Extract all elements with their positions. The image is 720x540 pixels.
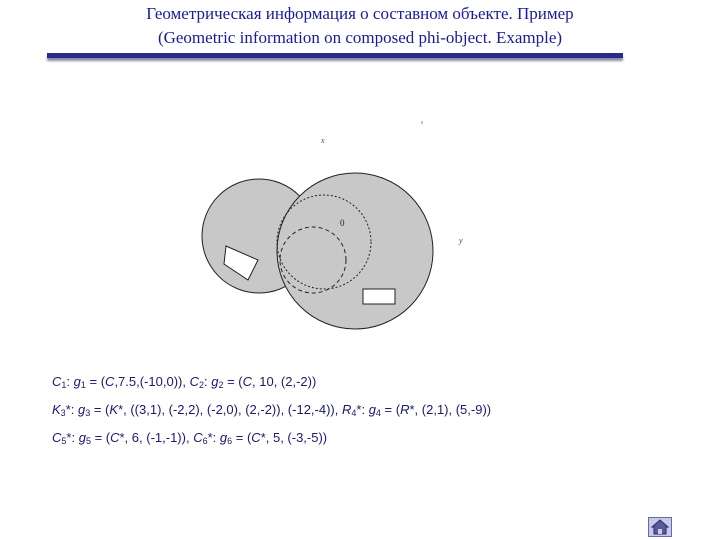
formula-subscript: 5 — [61, 436, 67, 446]
formula-subscript: 6 — [227, 436, 233, 446]
title-english: (Geometric information on composed phi-object. Example) — [157, 28, 563, 47]
formula-text: : — [66, 374, 74, 389]
formula-text: *, 5, (-3,-5)) — [260, 430, 328, 445]
formula-block — [52, 368, 491, 452]
circle-c2 — [277, 173, 433, 329]
formula-symbol: K — [52, 402, 61, 417]
formula-symbol: C — [251, 430, 261, 445]
formula-subscript: 3 — [60, 408, 66, 418]
formula-symbol: C — [52, 430, 62, 445]
formula-text: = ( — [90, 430, 111, 445]
formula-text: *: — [66, 430, 79, 445]
title-russian: Геометрическая информация о составном объекте. Пример — [146, 4, 574, 23]
formula-symbol: C — [193, 430, 203, 445]
formula-symbol: C — [189, 374, 199, 389]
formula-text: *: — [356, 402, 369, 417]
axis-x-label: x — [321, 136, 325, 145]
formula-subscript: 1 — [61, 380, 67, 390]
formula-symbol: g — [219, 430, 228, 445]
formula-subscript: 2 — [218, 380, 224, 390]
origin-label: 0 — [340, 218, 345, 228]
formula-symbol: C — [52, 374, 62, 389]
formula-symbol: K — [109, 402, 119, 417]
home-button[interactable] — [648, 517, 672, 537]
formula-text: = ( — [90, 402, 110, 417]
formula-symbol: C — [105, 374, 115, 389]
formula-subscript: 4 — [375, 408, 381, 418]
rectangle-r4-hole — [363, 289, 395, 304]
formula-text: ,7.5,(-10,0)), — [114, 374, 190, 389]
formula-subscript: 4 — [351, 408, 357, 418]
formula-text: *, ((3,1), (-2,2), (-2,0), (2,-2)), (-12,-4)), — [118, 402, 342, 417]
formula-subscript: 3 — [85, 408, 91, 418]
formula-line-2 — [52, 396, 491, 424]
formula-text: = ( — [232, 430, 252, 445]
formula-subscript: 5 — [85, 436, 91, 446]
formula-symbol: R — [400, 402, 410, 417]
home-icon — [649, 518, 671, 536]
formula-text: = ( — [85, 374, 106, 389]
formula-text: *: — [65, 402, 78, 417]
axis-y-label: y — [459, 236, 463, 245]
formula-text: : — [203, 374, 212, 389]
formula-text: *: — [207, 430, 220, 445]
formula-subscript: 6 — [202, 436, 208, 446]
formula-symbol: g — [368, 402, 376, 417]
formula-text: = ( — [223, 374, 243, 389]
formula-symbol: C — [110, 430, 120, 445]
formula-text: *, (2,1), (5,-9)) — [409, 402, 492, 417]
formula-text: *, 6, (-1,-1)), — [119, 430, 194, 445]
formula-line-3 — [52, 424, 491, 452]
formula-symbol: g — [78, 430, 86, 445]
formula-symbol: g — [73, 374, 81, 389]
formula-subscript: 1 — [80, 380, 86, 390]
formula-symbol: C — [242, 374, 253, 389]
formula-symbol: g — [77, 402, 86, 417]
formula-subscript: 2 — [198, 380, 204, 390]
formula-symbol: R — [341, 402, 352, 417]
formula-text: = ( — [380, 402, 401, 417]
formula-line-1 — [52, 368, 491, 396]
formula-symbol: g — [211, 374, 219, 389]
formula-text: , 10, (2,-2)) — [252, 374, 317, 389]
